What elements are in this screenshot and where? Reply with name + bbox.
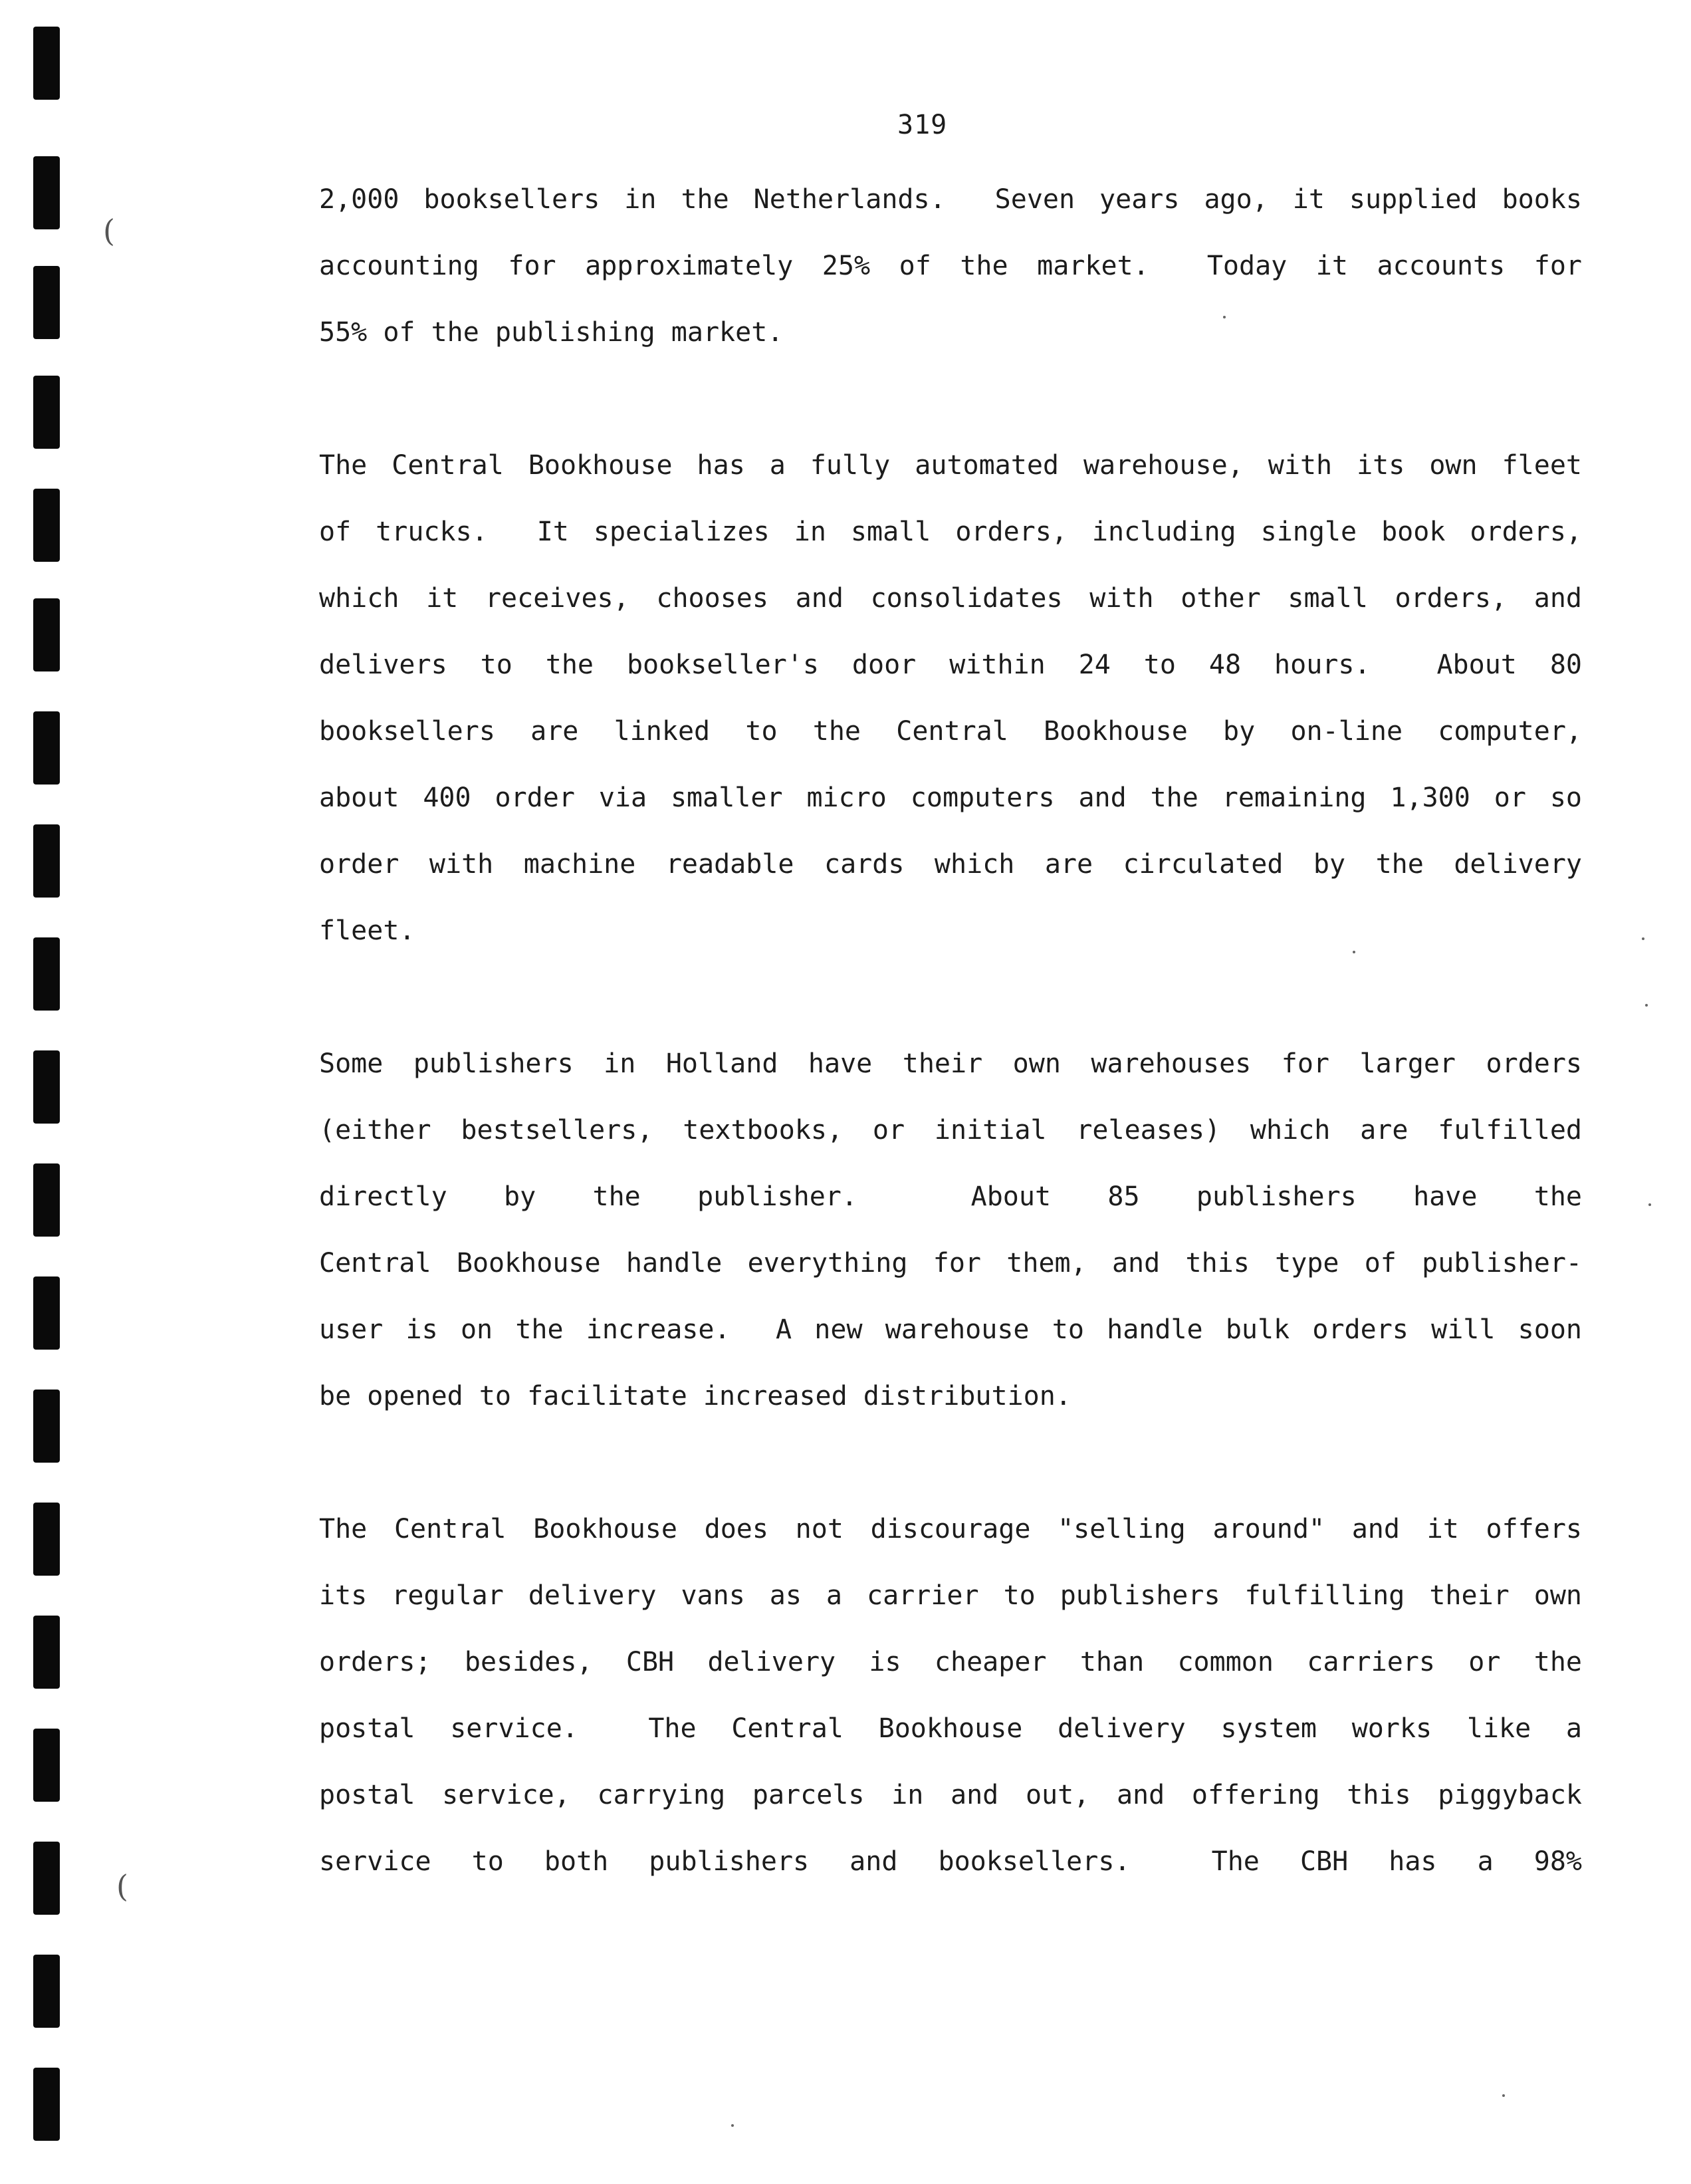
- text-line: delivers to the bookseller's door within 24 to 48 hours. About 80: [319, 650, 1582, 680]
- text-line: directly by the publisher. About 85 publishers have the: [319, 1181, 1582, 1212]
- text-line: about 400 order via smaller micro computers and the remaining 1,300 or so: [319, 783, 1582, 813]
- scan-speck: [1645, 1004, 1648, 1007]
- paragraph-4: [319, 1496, 1582, 1895]
- text-line: The Central Bookhouse does not discourage "selling around" and it offers: [319, 1514, 1582, 1544]
- margin-mark: (: [103, 213, 115, 249]
- text-line: its regular delivery vans as a carrier to publishers fulfilling their own: [319, 1580, 1582, 1611]
- text-line: which it receives, chooses and consolidates with other small orders, and: [319, 583, 1582, 614]
- punch-hole: [33, 1390, 60, 1463]
- punch-hole-strip: [0, 0, 93, 2184]
- text-line: user is on the increase. A new warehouse to handle bulk orders will soon: [319, 1314, 1582, 1345]
- margin-mark: (: [116, 1868, 128, 1904]
- text-line: order with machine readable cards which are circulated by the delivery: [319, 849, 1582, 880]
- punch-hole: [33, 937, 60, 1011]
- scan-speck: [1642, 937, 1644, 940]
- text-line: 55% of the publishing market.: [319, 317, 784, 348]
- punch-hole: [33, 824, 60, 898]
- text-line: Central Bookhouse handle everything for them, and this type of publisher-: [319, 1248, 1582, 1278]
- text-line: of trucks. It specializes in small orders, including single book orders,: [319, 517, 1582, 547]
- punch-hole: [33, 1729, 60, 1802]
- punch-hole: [33, 2068, 60, 2141]
- page-number: 319: [897, 110, 948, 140]
- punch-hole: [33, 489, 60, 562]
- punch-hole: [33, 1842, 60, 1915]
- punch-hole: [33, 27, 60, 100]
- text-line: postal service. The Central Bookhouse delivery system works like a: [319, 1713, 1582, 1744]
- text-line: orders; besides, CBH delivery is cheaper than common carriers or the: [319, 1647, 1582, 1677]
- text-line: fleet.: [319, 915, 415, 946]
- text-line: postal service, carrying parcels in and out, and offering this piggyback: [319, 1780, 1582, 1810]
- punch-hole: [33, 1050, 60, 1124]
- punch-hole: [33, 1163, 60, 1237]
- punch-hole: [33, 156, 60, 229]
- paragraph-3: [319, 1031, 1582, 1429]
- punch-hole: [33, 1955, 60, 2028]
- punch-hole: [33, 1276, 60, 1350]
- text-line: be opened to facilitate increased distribution.: [319, 1381, 1071, 1411]
- body-text: [319, 166, 1582, 1961]
- text-line: service to both publishers and booksellers. The CBH has a 98%: [319, 1846, 1582, 1877]
- punch-hole: [33, 1503, 60, 1576]
- scan-speck: [1502, 2094, 1505, 2097]
- paragraph-2: [319, 432, 1582, 964]
- text-line: 2,000 booksellers in the Netherlands. Seven years ago, it supplied books: [319, 184, 1582, 215]
- text-line: Some publishers in Holland have their own warehouses for larger orders: [319, 1048, 1582, 1079]
- scan-speck: [731, 2124, 734, 2127]
- text-line: accounting for approximately 25% of the market. Today it accounts for: [319, 251, 1582, 281]
- punch-hole: [33, 376, 60, 449]
- scan-speck: [1648, 1203, 1651, 1206]
- punch-hole: [33, 1616, 60, 1689]
- punch-hole: [33, 266, 60, 339]
- paragraph-1: [319, 166, 1582, 366]
- text-line: (either bestsellers, textbooks, or initial releases) which are fulfilled: [319, 1115, 1582, 1146]
- punch-hole: [33, 711, 60, 785]
- text-line: booksellers are linked to the Central Bookhouse by on-line computer,: [319, 716, 1582, 747]
- text-line: The Central Bookhouse has a fully automated warehouse, with its own fleet: [319, 450, 1582, 481]
- punch-hole: [33, 598, 60, 671]
